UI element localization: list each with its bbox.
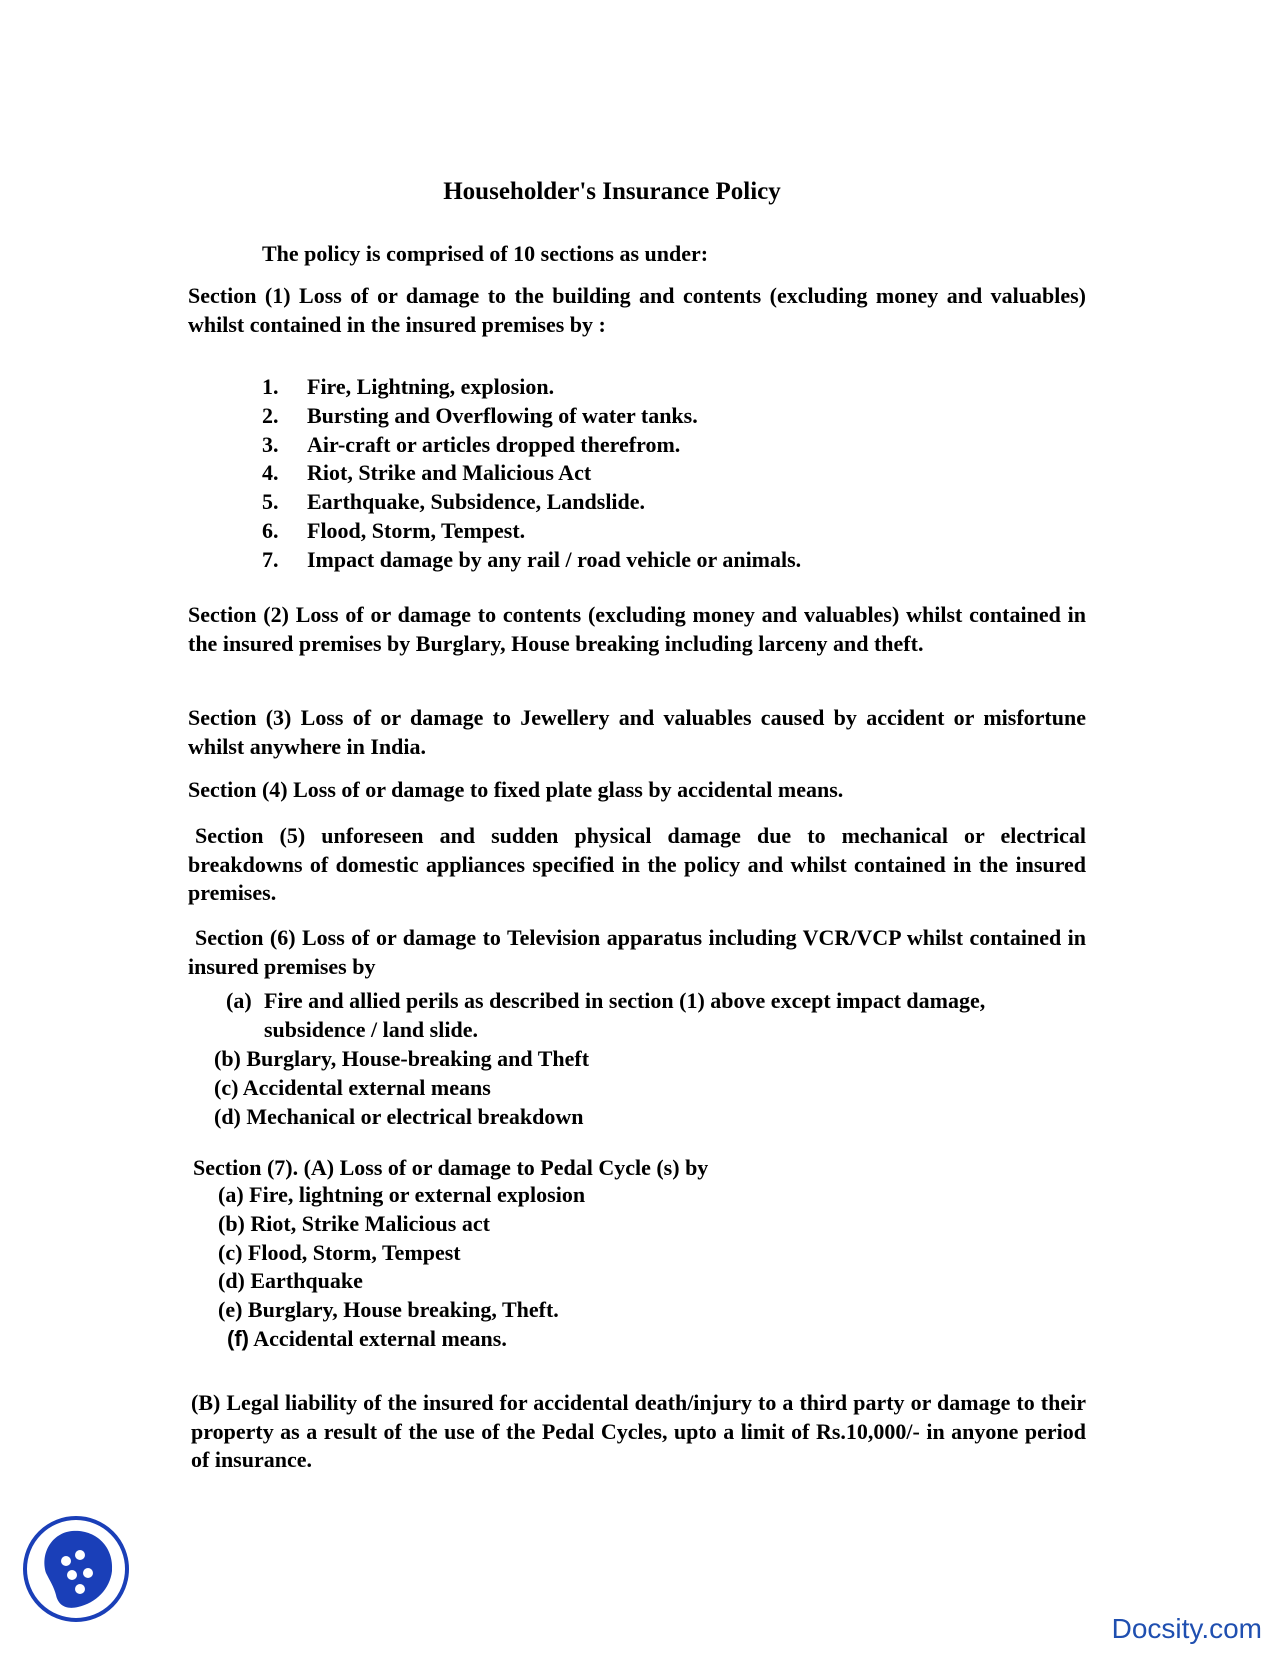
section-3-text: Section (3) Loss of or damage to Jewellery and valuables caused by accident or misfortune whilst anywhere in India. bbox=[188, 705, 1086, 759]
list-item: (c) Accidental external means bbox=[214, 1074, 491, 1100]
list-item: (f) Accidental external means. bbox=[227, 1325, 507, 1351]
list-item: 4. Riot, Strike and Malicious Act bbox=[262, 460, 592, 486]
section-6-item-a: (a) Fire and allied perils as described in section (1) above except impact damage, subsidence / land slide. bbox=[226, 988, 986, 1042]
section-1-text: Section (1) Loss of or damage to the building and contents (excluding money and valuables) whilst contained in the insured premises by : bbox=[188, 283, 1086, 337]
list-item: (c) Flood, Storm, Tempest bbox=[218, 1239, 461, 1265]
list-item: 1. Fire, Lightning, explosion. bbox=[262, 374, 555, 399]
section-5-text: Section (5) unforeseen and sudden physical damage due to mechanical or electrical breakdowns of domestic appliances specified in the policy and whilst contained in the insured premises. bbox=[188, 823, 1086, 905]
page-title: Householder's Insurance Policy bbox=[443, 178, 781, 205]
brand-text: Docsity.com bbox=[1111, 1613, 1262, 1644]
list-item: 7. Impact damage by any rail / road vehicle or animals. bbox=[262, 546, 802, 572]
section-6-list bbox=[214, 1045, 589, 1131]
list-item: 6. Flood, Storm, Tempest. bbox=[262, 517, 526, 543]
list-item: (d) Earthquake bbox=[218, 1268, 363, 1294]
section-6-text: Section (6) Loss of or damage to Television apparatus including VCR/VCP whilst contained in insured premises by bbox=[188, 925, 1086, 979]
list-item: (b) Burglary, House-breaking and Theft bbox=[214, 1046, 590, 1071]
list-item: 3. Air-craft or articles dropped therefrom. bbox=[262, 431, 681, 457]
section-2-text: Section (2) Loss of or damage to contents (excluding money and valuables) whilst contained in the insured premises by Burglary, House breaking including larceny and theft. bbox=[188, 602, 1086, 656]
section-7-list bbox=[218, 1181, 585, 1354]
section-4-text: Section (4) Loss of or damage to fixed plate glass by accidental means. bbox=[188, 777, 844, 802]
section-7-part-b: (B) Legal liability of the insured for accidental death/injury to a third party or damage to their property as a result of the use of the Pedal Cycles, upto a limit of Rs.10,000/- in anyone period of insurance. bbox=[191, 1390, 1086, 1472]
docsity-logo-icon bbox=[22, 1515, 130, 1623]
list-item: 2. Bursting and Overflowing of water tanks. bbox=[262, 402, 698, 428]
intro-text: The policy is comprised of 10 sections as under: bbox=[262, 241, 709, 266]
section-7-text: Section (7). (A) Loss of or damage to Pedal Cycle (s) by bbox=[193, 1155, 709, 1180]
section-1-list bbox=[262, 373, 801, 575]
list-item: (a) Fire, lightning or external explosion bbox=[218, 1182, 586, 1207]
list-item: (d) Mechanical or electrical breakdown bbox=[214, 1103, 584, 1129]
list-item: (e) Burglary, House breaking, Theft. bbox=[218, 1297, 559, 1323]
list-item: 5. Earthquake, Subsidence, Landslide. bbox=[262, 489, 646, 515]
list-item: (b) Riot, Strike Malicious act bbox=[218, 1210, 490, 1236]
